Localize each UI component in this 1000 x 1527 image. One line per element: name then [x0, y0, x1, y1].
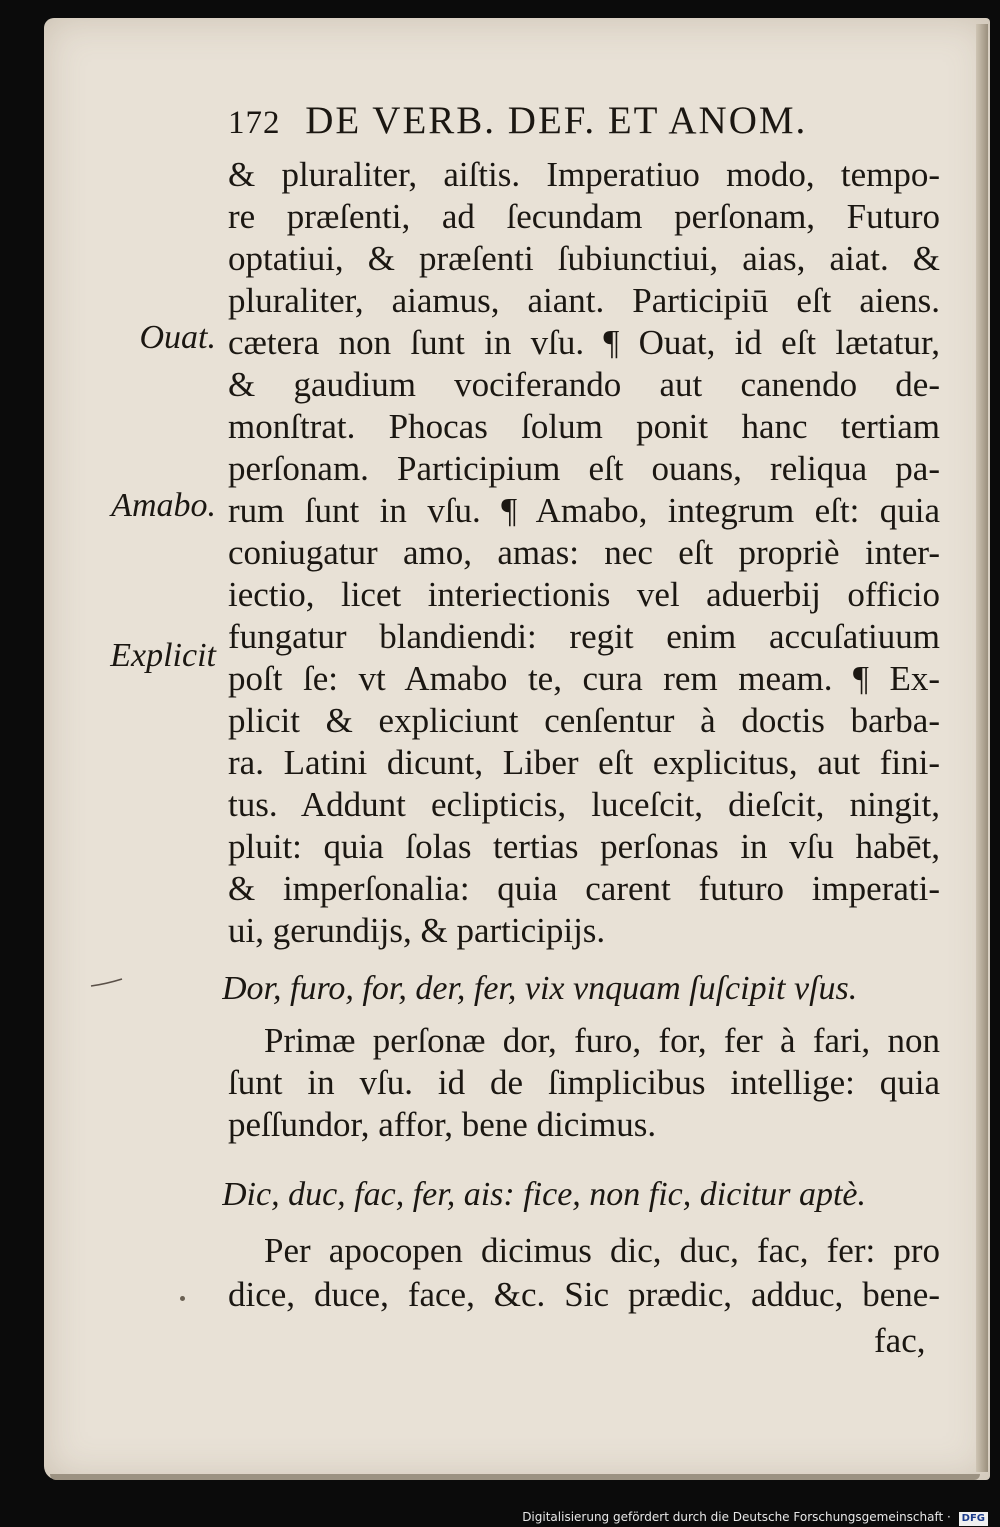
- footer-credit-text: Digitalisierung gefördert durch die Deutsche Forschungsgemeinschaft ·: [522, 1510, 951, 1524]
- body-line: Per apocopen dicimus dic, duc, fac, fer: pro: [264, 1231, 940, 1270]
- body-line: perſonam. Participium eſt ouans, reliqua pa-: [228, 449, 940, 488]
- verse-line: Dor, furo, for, der, fer, vix vnquam ſuſcipit vſus.: [222, 970, 858, 1007]
- body-line: ui, gerundijs, & participijs.: [228, 911, 606, 950]
- page-speck: [180, 1296, 185, 1301]
- body-line: ra. Latini dicunt, Liber eſt explicitus, aut fini-: [228, 743, 940, 782]
- body-line: peſſundor, affor, bene dicimus.: [228, 1105, 657, 1144]
- body-line: plicit & expliciunt cenſentur à doctis barba-: [228, 701, 940, 740]
- verse-line: Dic, duc, fac, fer, ais: fice, non fic, dicitur aptè.: [222, 1176, 866, 1213]
- running-header: [228, 98, 948, 148]
- body-line: iectio, licet interiectionis vel aduerbij officio: [228, 575, 940, 614]
- margin-note-amabo: Amabo.: [111, 487, 216, 524]
- body-line: rum ſunt in vſu. ¶ Amabo, integrum eſt: quia: [228, 491, 940, 530]
- margin-note-explicit: Explicit: [110, 637, 216, 674]
- body-line: re præſenti, ad ſecundam perſonam, Futuro: [228, 197, 940, 236]
- body-line: tus. Addunt eclipticis, luceſcit, dieſcit, ningit,: [228, 785, 940, 824]
- pen-mark: [90, 978, 124, 988]
- catchword: fac,: [874, 1321, 926, 1360]
- body-line: coniugatur amo, amas: nec eſt propriè inter-: [228, 533, 940, 572]
- page-bottom-edge: [50, 1474, 980, 1480]
- margin-note-ouat: Ouat.: [139, 319, 216, 356]
- body-line: fungatur blandiendi: regit enim accuſatiuum: [228, 617, 940, 656]
- body-line: monſtrat. Phocas ſolum ponit hanc tertiam: [228, 407, 940, 446]
- body-line: Primæ perſonæ dor, furo, for, fer à fari, non: [264, 1021, 940, 1060]
- body-line: cætera non ſunt in vſu. ¶ Ouat, id eſt lætatur,: [228, 323, 940, 362]
- body-line: optatiui, & præſenti ſubiunctiui, aias, aiat. &: [228, 239, 940, 278]
- body-line: pluit: quia ſolas tertias perſonas in vſu habēt,: [228, 827, 940, 866]
- body-line: poſt ſe: vt Amabo te, cura rem meam. ¶ Ex-: [228, 659, 940, 698]
- page-edge: [976, 24, 988, 1472]
- body-line: & gaudium vociferando aut canendo de-: [228, 365, 940, 404]
- running-title: DE VERB. DEF. ET ANOM.: [305, 99, 808, 142]
- body-line: pluraliter, aiamus, aiant. Participiū eſt aiens.: [228, 281, 940, 320]
- page-number: 172: [228, 105, 281, 141]
- body-line: & imperſonalia: quia carent futuro imperati-: [228, 869, 940, 908]
- dfg-logo: DFG: [959, 1512, 988, 1526]
- body-line: dice, duce, face, &c. Sic prædic, adduc, bene-: [228, 1275, 940, 1314]
- body-line: ſunt in vſu. id de ſimplicibus intellige: quia: [228, 1063, 940, 1102]
- body-line: & pluraliter, aiſtis. Imperatiuo modo, tempo-: [228, 155, 940, 194]
- footer-credit: [522, 1508, 988, 1526]
